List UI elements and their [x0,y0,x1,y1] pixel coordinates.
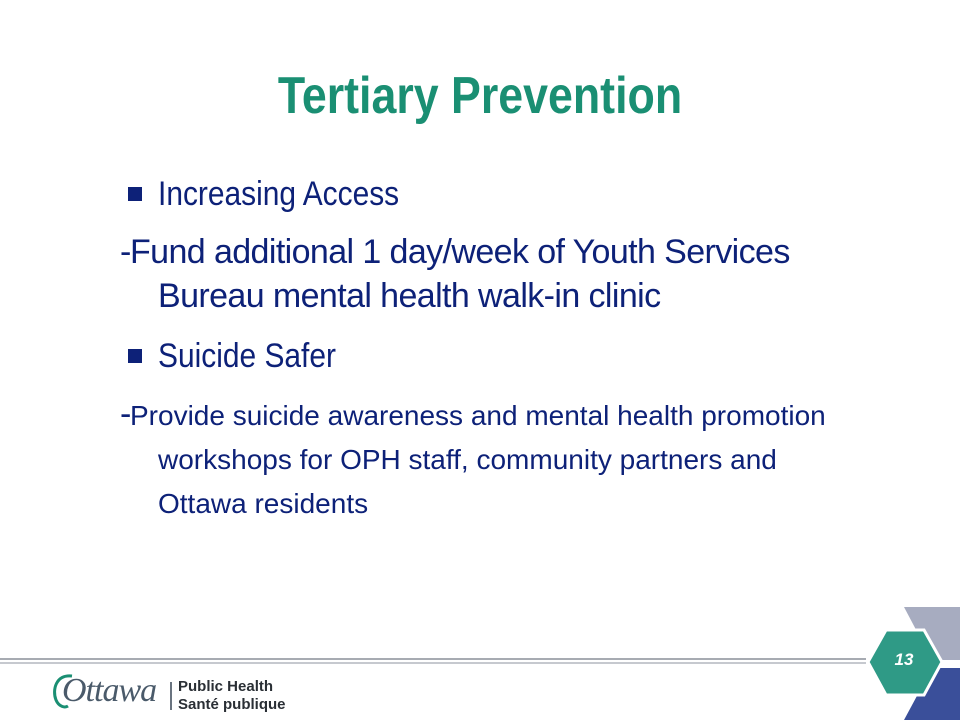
square-bullet-icon [128,349,142,363]
slide-title: Tertiary Prevention [277,67,683,125]
ottawa-public-health-logo [50,668,290,714]
page-number: 13 [894,650,914,669]
dash-marker: - [120,233,132,271]
dash-item-fund-walk-in [120,230,840,318]
bullet-item-increasing-access [120,172,840,216]
logo-divider [170,682,172,710]
bullet-item-suicide-safer [120,334,840,378]
bullet-text: Increasing Access [158,175,400,213]
logo-wordmark: Ottawa [62,672,157,709]
dash-marker: - [120,395,132,433]
logo-sante-publique: Santé publique [178,696,286,713]
slide-body [120,172,840,526]
square-bullet-icon [128,187,142,201]
dash-text: Provide suicide awareness and mental health promotion workshops for OPH staff, community partners and Ottawa residents [130,400,826,519]
dash-text: Fund additional 1 day/week of Youth Services Bureau mental health walk-in clinic [130,233,790,315]
logo-public-health: Public Health [178,678,274,695]
bullet-text: Suicide Safer [158,337,336,375]
dash-item-workshops [120,392,840,526]
